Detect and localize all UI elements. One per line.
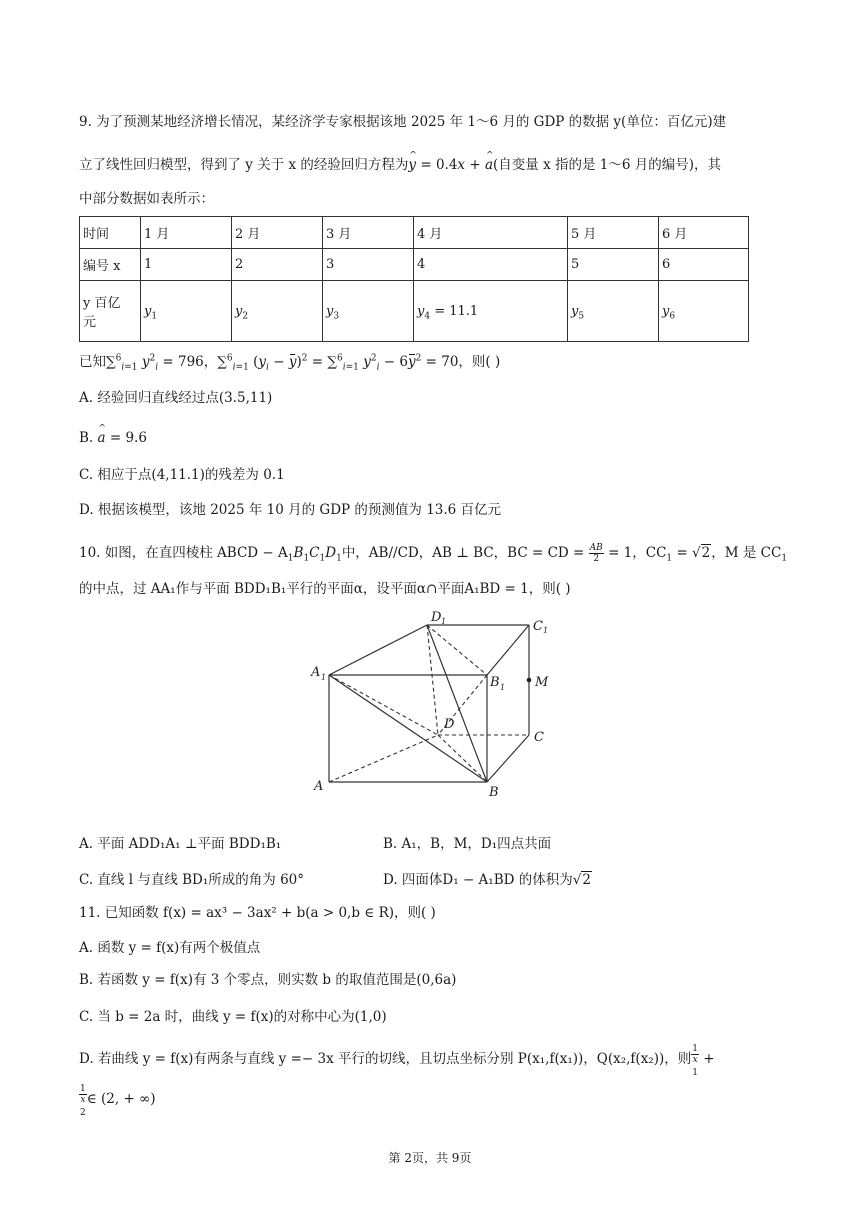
q9-option-b: B. ^ a = 9.6 xyxy=(79,428,147,448)
q9-line-2: 立了线性回归模型，得到了 y 关于 x 的经验回归方程为^ y = 0.4x + ^ a(自变量 x 指的是 1～6 月的编号)，其 xyxy=(79,155,721,175)
q11-line-1: 11. 已知函数 f(x) = ax³ − 3ax² + b(a > 0,b ∈ R)，则( ) xyxy=(79,905,436,921)
table-cell: 2 xyxy=(232,249,323,281)
q10-line-1-d: ，M 是 CC xyxy=(711,545,782,561)
q9-regression-equation: ^ y xyxy=(408,155,416,175)
label-c: C xyxy=(534,730,544,745)
table-cell-text: y 百亿 xyxy=(83,296,121,311)
table-cell: $y_1$ xyxy=(141,281,232,342)
q10-line-1: 10. 如图，在直四棱柱 ABCD − $A_1B_1C_1D_1$中，AB//CD，AB ⊥ BC，BC = CD = $\frac{AB}{2}$ = 1，$CC_1 = √2$，M 是 $CC_1$ xyxy=(79,543,788,564)
q9-data-table xyxy=(79,216,749,342)
edge-a1-d1 xyxy=(329,625,427,675)
edge-d1-b xyxy=(427,625,487,782)
q10-option-a: A. 平面 ADD₁A₁ ⊥平面 BDD₁B₁ xyxy=(79,836,282,852)
table-row xyxy=(80,217,749,249)
table-cell: 编号 x xyxy=(80,249,141,281)
q9-line-2-text: 立了线性回归模型，得到了 y 关于 x 的经验回归方程为 xyxy=(79,157,409,173)
edge-b-c xyxy=(487,735,529,782)
edge-a-d xyxy=(329,735,438,782)
q11-option-d-tail: ∈ (2, + ∞) xyxy=(86,1091,156,1107)
table-cell: $y_6$ xyxy=(659,281,749,342)
table-cell: $y_2$ xyxy=(232,281,323,342)
q9-line-1: 9. 为了预测某地经济增长情况，某经济学专家根据该地 2025 年 1～6 月的 GDP 的数据 y(单位：百亿元)建 xyxy=(79,114,727,130)
point-m xyxy=(527,678,532,683)
q11-option-d-text: D. 若曲线 y = f(x)有两条与直线 y =− 3x 平行的切线，且切点坐标分别 P(x₁,f(x₁))，Q(x₂,f(x₂))，则 xyxy=(79,1051,692,1067)
q9-option-b-tail: = 9.6 xyxy=(105,430,147,446)
q11-option-a: A. 函数 y = f(x)有两个极值点 xyxy=(79,940,261,956)
label-b1-sub: 1 xyxy=(500,683,506,692)
edge-d1-d xyxy=(427,625,438,735)
table-cell: $y_5$ xyxy=(568,281,659,342)
table-cell: 1 月 xyxy=(141,217,232,249)
table-cell: 1 xyxy=(141,249,232,281)
label-a: A xyxy=(314,779,324,794)
q10-sqrt: 2 xyxy=(701,545,711,561)
q11-option-d: D. 若曲线 y = f(x)有两条与直线 y =− 3x 平行的切线，且切点坐标分别 P(x₁,f(x₁))，Q(x₂,f(x₂))，则 1 x $_1$ + xyxy=(79,1044,715,1078)
q9-line-3: 中部分数据如表所示： xyxy=(79,191,214,207)
table-cell: $y_4 = 11.1$ xyxy=(414,281,568,342)
q10-prism-figure xyxy=(300,605,560,805)
table-cell: 4 月 xyxy=(414,217,568,249)
q11-option-b: B. 若函数 y = f(x)有 3 个零点，则实数 b 的取值范围是(0,6a) xyxy=(79,972,457,988)
q9-known-prefix: 已知 xyxy=(79,354,106,370)
label-a1: A xyxy=(311,665,321,680)
table-cell-text: 元 xyxy=(83,315,97,330)
table-cell: 6 xyxy=(659,249,749,281)
table-cell: 3 xyxy=(323,249,414,281)
label-m: M xyxy=(535,675,549,690)
label-d: D xyxy=(444,717,455,732)
q9-known-condition: 已知∑$^6_{i=1}$ $y^2_i = 796$，∑$^6_{i=1}$ $(y_i - y)^2 = \sum^6_{i=1}$ $y^2_i - 6y^2 = 70$，则( ) xyxy=(79,353,501,373)
q9-option-b-prefix: B. xyxy=(79,430,98,446)
edge-c1-b1 xyxy=(487,625,529,675)
q10-line-1-b: 中，AB//CD，AB ⊥ BC，BC = CD = xyxy=(341,545,585,561)
table-cell-text: = 11.1 xyxy=(434,303,479,319)
q10-line-1-a: 10. 如图，在直四棱柱 ABCD − A xyxy=(79,545,288,561)
page-footer: 第 2页，共 9页 xyxy=(388,1151,472,1165)
q11-fraction-1: 1 x $_1$ xyxy=(692,1044,698,1078)
table-cell: 5 xyxy=(568,249,659,281)
table-row xyxy=(80,249,749,281)
label-b1: B xyxy=(490,675,500,690)
label-d1-sub: 1 xyxy=(441,617,447,626)
label-c1: C xyxy=(533,619,543,634)
q11-option-d-cont xyxy=(79,1084,156,1118)
q10-line-2: 的中点，过 AA₁作与平面 BDD₁B₁平行的平面α，设平面α∩平面A₁BD = 1，则( ) xyxy=(79,581,571,597)
q10-line-1-c: = 1，CC xyxy=(608,545,667,561)
q10-option-b: B. A₁，B，M，D₁四点共面 xyxy=(383,836,552,852)
label-a1-sub: 1 xyxy=(321,673,327,682)
table-cell: 5 月 xyxy=(568,217,659,249)
q10-fraction: $\frac{AB}{2}$ xyxy=(589,543,603,564)
table-cell: 4 xyxy=(414,249,568,281)
q9-known-tail: ，则( ) xyxy=(458,354,501,370)
q9-line-2-tail: (自变量 x 指的是 1～6 月的编号)，其 xyxy=(493,157,722,173)
table-cell xyxy=(80,281,141,342)
label-d1: D xyxy=(431,610,442,625)
table-cell: 6 月 xyxy=(659,217,749,249)
q11-fraction-2: 1 x $_2$ xyxy=(80,1084,86,1118)
q9-option-c: C. 相应于点(4,11.1)的残差为 0.1 xyxy=(79,467,285,483)
q9-option-d: D. 根据该模型，该地 2025 年 10 月的 GDP 的预测值为 13.6 百亿元 xyxy=(79,502,502,518)
table-cell: 时间 xyxy=(80,217,141,249)
edge-a1-b xyxy=(329,675,487,782)
edge-d-b xyxy=(438,735,487,782)
q10-option-d-text: D. 四面体D₁ − A₁BD 的体积为 xyxy=(383,872,573,888)
table-cell: 2 月 xyxy=(232,217,323,249)
table-cell: 3 月 xyxy=(323,217,414,249)
label-c1-sub: 1 xyxy=(543,626,549,635)
q10-option-d: D. 四面体D₁ − A₁BD 的体积为√2 xyxy=(383,872,591,888)
table-cell: $y_3$ xyxy=(323,281,414,342)
q11-option-c: C. 当 b = 2a 时，曲线 y = f(x)的对称中心为(1,0) xyxy=(79,1009,387,1025)
table-row xyxy=(80,281,749,342)
edge-a1-d xyxy=(329,675,438,735)
q9-option-a: A. 经验回归直线经过点(3.5,11) xyxy=(79,390,273,406)
label-b: B xyxy=(489,785,499,800)
q10-option-c: C. 直线 l 与直线 BD₁所成的角为 60° xyxy=(79,872,304,888)
